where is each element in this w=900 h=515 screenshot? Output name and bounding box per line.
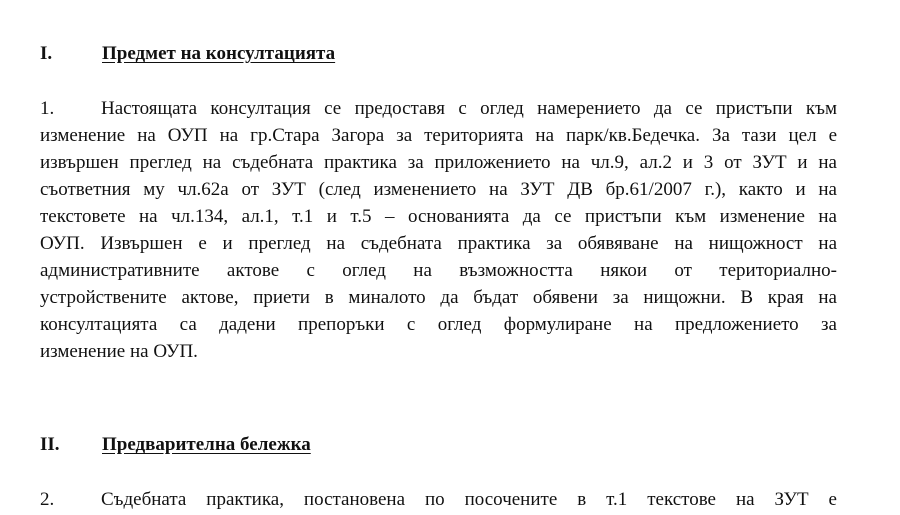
paragraph-line: Съдебната практика, постановена по посочените в т.1 текстове на ЗУТ е	[101, 489, 837, 510]
paragraph-line: текстовете на чл.134, ал.1, т.1 и т.5 – основанията да се пристъпи към изменение на	[40, 206, 837, 227]
paragraph-line: устройствените актове, приети в миналото да бъдат обявени за нищожни. В края на	[40, 287, 837, 308]
paragraph-number: 2.	[40, 489, 55, 510]
paragraph-line: изменение на ОУП на гр.Стара Загора за територията на парк/кв.Бедечка. За тази цел е	[40, 125, 837, 146]
paragraph-line: административните актове с оглед на възможността някои от териториално-	[40, 260, 837, 281]
section-title: Предмет на консултацията	[102, 43, 336, 64]
paragraph-line: изменение на ОУП.	[40, 341, 198, 362]
paragraph-number: 1.	[40, 98, 55, 119]
paragraph-line: извършен преглед на съдебната практика за приложението на чл.9, ал.2 и 3 от ЗУТ и на	[40, 152, 837, 173]
paragraph-line: ОУП. Извършен е и преглед на съдебната практика за обявяване на нищожност на	[40, 233, 837, 254]
paragraph-line: съответния му чл.62а от ЗУТ (след изменението на ЗУТ ДВ бр.61/2007 г.), както и на	[40, 179, 837, 200]
section-number: II.	[40, 434, 60, 455]
paragraph-line: Настоящата консултация се предоставя с оглед намерението да се пристъпи към	[101, 98, 837, 119]
section-number: I.	[40, 43, 53, 64]
section-heading-1	[40, 42, 335, 66]
paragraph-line: консултацията са дадени препоръки с оглед формулиране на предложението за	[40, 314, 837, 335]
section-title: Предварителна бележка	[102, 434, 311, 455]
section-heading-2	[40, 433, 311, 457]
